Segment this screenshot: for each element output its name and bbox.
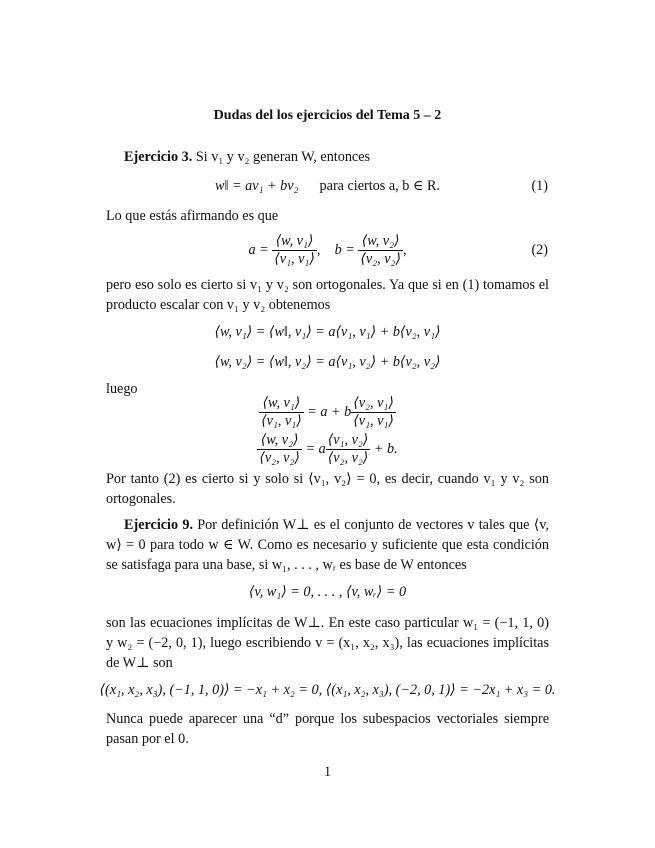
- equation-1-lhs: w‖ = av₁ + bv₂: [215, 178, 299, 194]
- eq5-left-denominator: ⟨v₁, v₁⟩: [261, 413, 302, 429]
- implicit-equations-paragraph: son las ecuaciones implícitas de W⊥. En este caso particular w₁ = (−1, 1, 0) y w₂ = (−2, 0, 1), luego escribiendo v = (x₁, x₂, x₃), las ecuaciones implícitas de W⊥ son: [106, 615, 549, 671]
- eq6-left-denominator: ⟨v₂, v₂⟩: [259, 450, 300, 466]
- eq5-right-fraction: [351, 395, 396, 430]
- ejercicio-3-label: Ejercicio 3.: [124, 149, 193, 165]
- equation-3: ⟨w, v₁⟩ = ⟨w‖, v₁⟩ = a⟨v₁, v₁⟩ + b⟨v₂, v₁⟩: [214, 324, 441, 340]
- final-paragraph: Nunca puede aparecer una “d” porque los subespacios vectoriales siempre pasan por el 0.: [106, 711, 549, 747]
- ejercicio-3-intro: [106, 147, 549, 167]
- claim-text: Lo que estás afirmando es que: [106, 208, 279, 224]
- eq5-right-denominator: ⟨v₁, v₁⟩: [353, 413, 394, 429]
- equation-1-number: (1): [531, 178, 548, 194]
- fraction-b-denominator: ⟨v₂, v₂⟩: [360, 251, 401, 267]
- luego-text: luego: [106, 381, 138, 397]
- equation-2: [0, 233, 655, 268]
- ejercicio-3-intro-text: Si v₁ y v₂ generan W, entonces: [192, 149, 371, 165]
- eq6-left-numerator: ⟨w, v₂⟩: [257, 432, 302, 450]
- equation-1-condition: para ciertos a, b ∈ R.: [319, 178, 440, 194]
- eq6-right-fraction: [326, 432, 371, 467]
- equation-5: [0, 395, 655, 430]
- page-number: 1: [323, 764, 332, 780]
- eq5-middle: = a + b: [307, 403, 352, 420]
- equation-8: ⟨(x₁, x₂, x₃), (−1, 1, 0)⟩ = −x₁ + x₂ = 0, ⟨(x₁, x₂, x₃), (−2, 0, 1)⟩ = −2x₁ + x₃ = 0.: [99, 682, 556, 698]
- fraction-a-numerator: ⟨w, v₁⟩: [272, 233, 317, 251]
- eq5-right-numerator: ⟨v₂, v₁⟩: [353, 395, 394, 411]
- eq6-right-denominator: ⟨v₂, v₂⟩: [327, 450, 369, 466]
- equation-1: [0, 176, 655, 196]
- eq5-left-fraction: [259, 395, 304, 430]
- ejercicio-9-text: Por definición W⊥ es el conjunto de vectores v tales que ⟨v, w⟩ = 0 para todo w ∈ W. Como es necesario y suficiente que esta condición se satisfaga para una base, si w₁, . . . , wᵣ es base de W entonces: [106, 517, 549, 573]
- equation-4: ⟨w, v₂⟩ = ⟨w‖, v₂⟩ = a⟨v₁, v₂⟩ + b⟨v₂, v₂⟩: [214, 354, 441, 370]
- ejercicio-9-label: Ejercicio 9.: [124, 517, 193, 533]
- equation-7: ⟨v, w₁⟩ = 0, . . . , ⟨v, wᵣ⟩ = 0: [248, 584, 407, 600]
- fraction-b: [358, 233, 403, 268]
- fraction-b-numerator: ⟨w, v₂⟩: [358, 233, 403, 251]
- ejercicio-9-paragraph: [106, 515, 549, 575]
- eq5-left-numerator: ⟨w, v₁⟩: [259, 395, 304, 413]
- equation-2-a: a =: [248, 241, 269, 258]
- fraction-a-denominator: ⟨v₁, v₁⟩: [274, 251, 315, 267]
- equation-2-number: (2): [531, 242, 548, 258]
- eq6-end: + b.: [373, 440, 398, 457]
- fraction-a: [272, 233, 317, 268]
- ortogonal-paragraph: pero eso solo es cierto si v₁ y v₂ son ortogonales. Ya que si en (1) tomamos el producto escalar con v₁ y v₂ obtenemos: [106, 277, 549, 313]
- page-title: Dudas del los ejercicios del Tema 5 – 2: [213, 108, 442, 123]
- equation-6: [0, 432, 655, 467]
- eq6-left-fraction: [257, 432, 302, 467]
- eq6-middle: = a: [305, 440, 326, 457]
- equation-2-b: , b =: [316, 241, 355, 258]
- eq6-right-numerator: ⟨v₁, v₂⟩: [327, 432, 369, 448]
- conclusion-paragraph: Por tanto (2) es cierto si y solo si ⟨v₁, v₂⟩ = 0, es decir, cuando v₁ y v₂ son ortogonales.: [106, 471, 549, 507]
- equation-2-comma: ,: [402, 241, 407, 258]
